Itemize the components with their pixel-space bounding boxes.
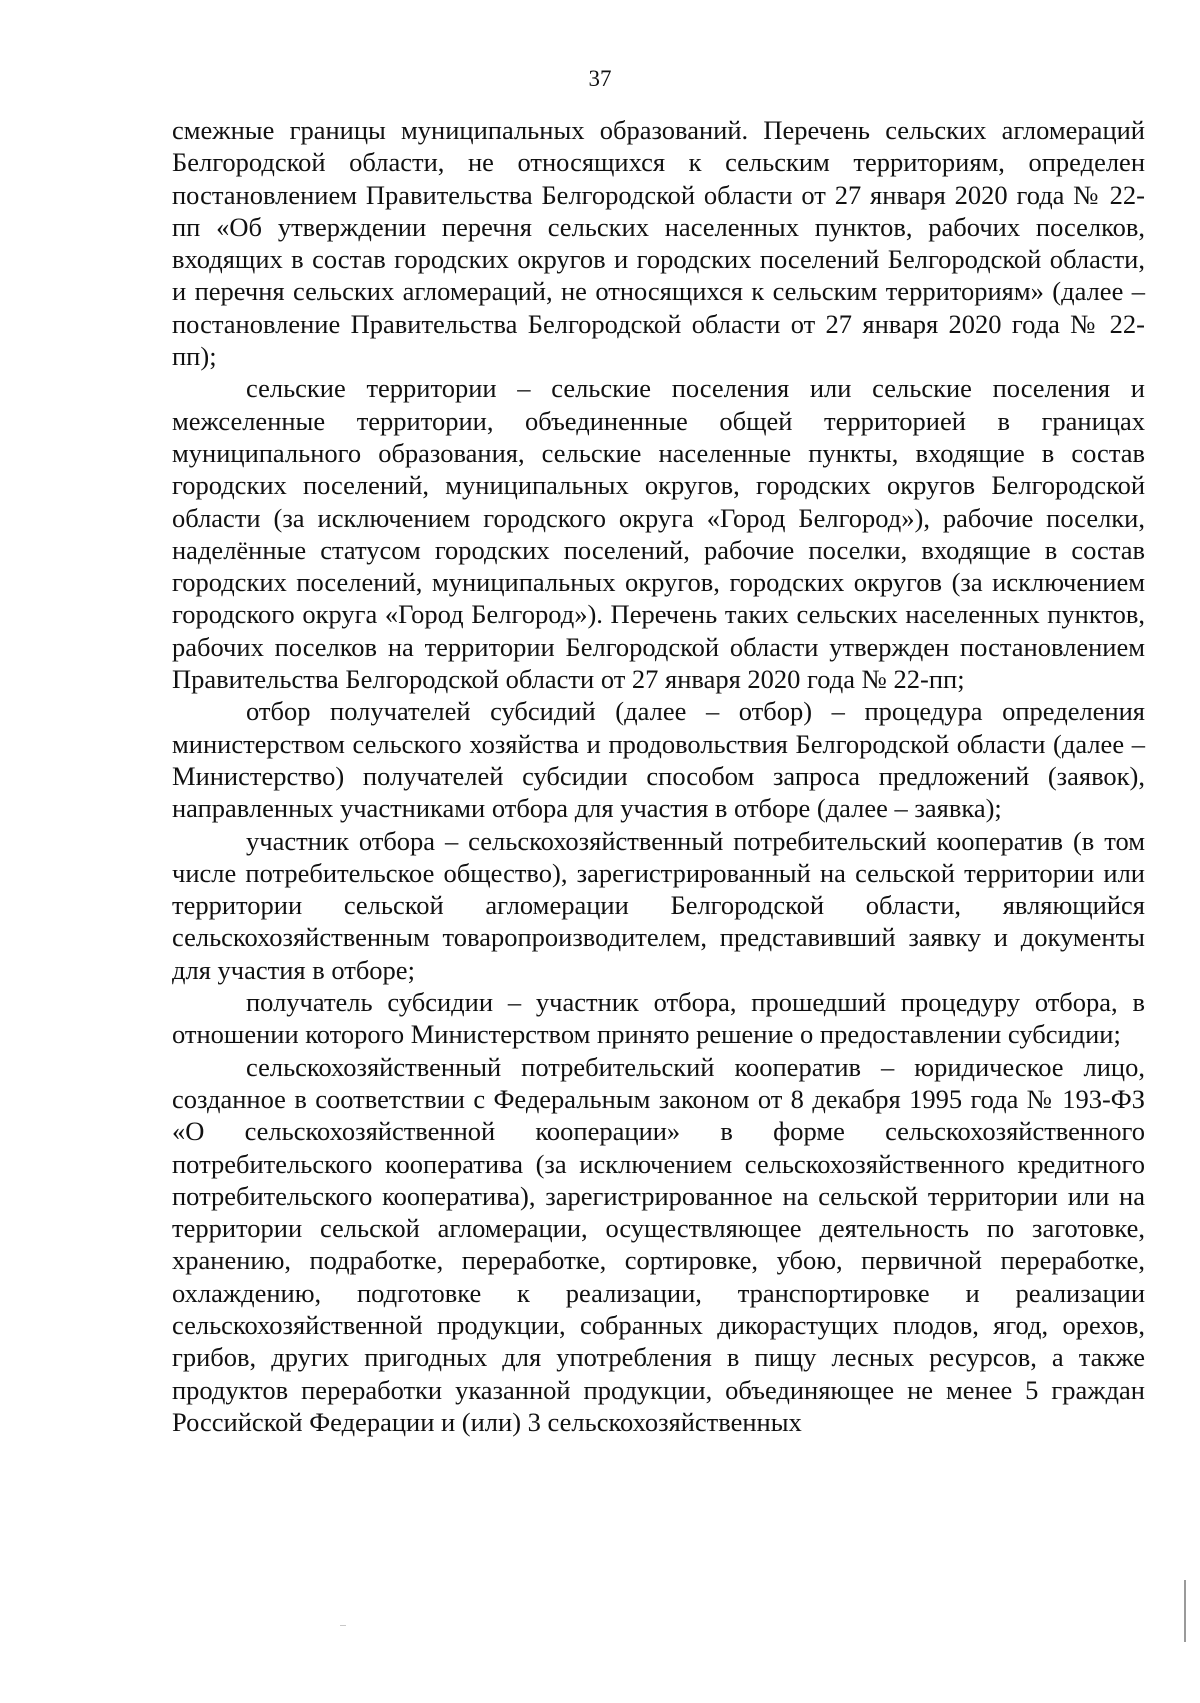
page-number: 37 xyxy=(588,66,612,91)
paragraph-rural-territories-definition: сельские территории – сельские поселения или сельские поселения и межселенные территории, объединенные общей территорией в границах муниципального образования, сельские населенные пункты, входящие в состав городских поселений, муниципальных округов, городских округов Белгородской области (за исключением городского округа «Город Белгород»), рабочие поселки, наделённые статусом городских поселений, рабочие поселки, входящие в состав городских поселений, муниципальных округов, городских округов (за исключением городского округа «Город Белгород»). Перечень таких сельских населенных пунктов, рабочих поселков на территории Белгородской области утвержден постановлением Правительства Белгородской области от 27 января 2020 года № 22-пп; xyxy=(172,373,1145,695)
paragraph-selection-participant-definition: участник отбора – сельскохозяйственный потребительский кооператив (в том числе потребительское общество), зарегистрированный на сельской территории или территории сельской агломерации Белгородской области, являющийся сельскохозяйственным товаропроизводителем, представивший заявку и документы для участия в отборе; xyxy=(172,825,1145,985)
paragraph-subsidy-recipient-definition: получатель субсидии – участник отбора, прошедший процедуру отбора, в отношении которого Министерством принято решение о предоставлении субсидии; xyxy=(172,987,1145,1050)
scan-dust-mark xyxy=(340,1625,346,1626)
paragraph-cooperative-definition: сельскохозяйственный потребительский кооператив – юридическое лицо, созданное в соответствии с Федеральным законом от 8 декабря 1995 года № 193-ФЗ «О сельскохозяйственной кооперации» в форме сельскохозяйственного потребительского кооператива (за исключением сельскохозяйственного кредитного потребительского кооператива), зарегистрированное на сельской территории или на территории сельской агломерации, осуществляющее деятельность по заготовке, хранению, подработке, переработке, сортировке, убою, первичной переработке, охлаждению, подготовке к реализации, транспортировке и реализации сельскохозяйственной продукции, собранных дикорастущих плодов, ягод, орехов, грибов, других пригодных для употребления в пищу лесных ресурсов, а также продуктов переработки указанной продукции, объединяющее не менее 5 граждан Российской Федерации и (или) 3 сельскохозяйственных xyxy=(172,1051,1145,1437)
paragraph-agglomerations-continued: смежные границы муниципальных образований. Перечень сельских агломераций Белгородской области, не относящихся к сельским территориям, определен постановлением Правительства Белгородской области от 27 января 2020 года № 22-пп «Об утверждении перечня сельских населенных пунктов, рабочих поселков, входящих в состав городских округов и городских поселений Белгородской области, и перечня сельских агломераций, не относящихся к сельским территориям» (далее – постановление Правительства Белгородской области от 27 января 2020 года № 22-пп); xyxy=(172,115,1145,372)
document-body xyxy=(172,114,1145,1438)
scan-edge-mark xyxy=(1184,1580,1186,1642)
paragraph-selection-definition: отбор получателей субсидий (далее – отбор) – процедура определения министерством сельского хозяйства и продовольствия Белгородской области (далее – Министерство) получателей субсидии способом запроса предложений (заявок), направленных участниками отбора для участия в отборе (далее – заявка); xyxy=(172,696,1145,824)
